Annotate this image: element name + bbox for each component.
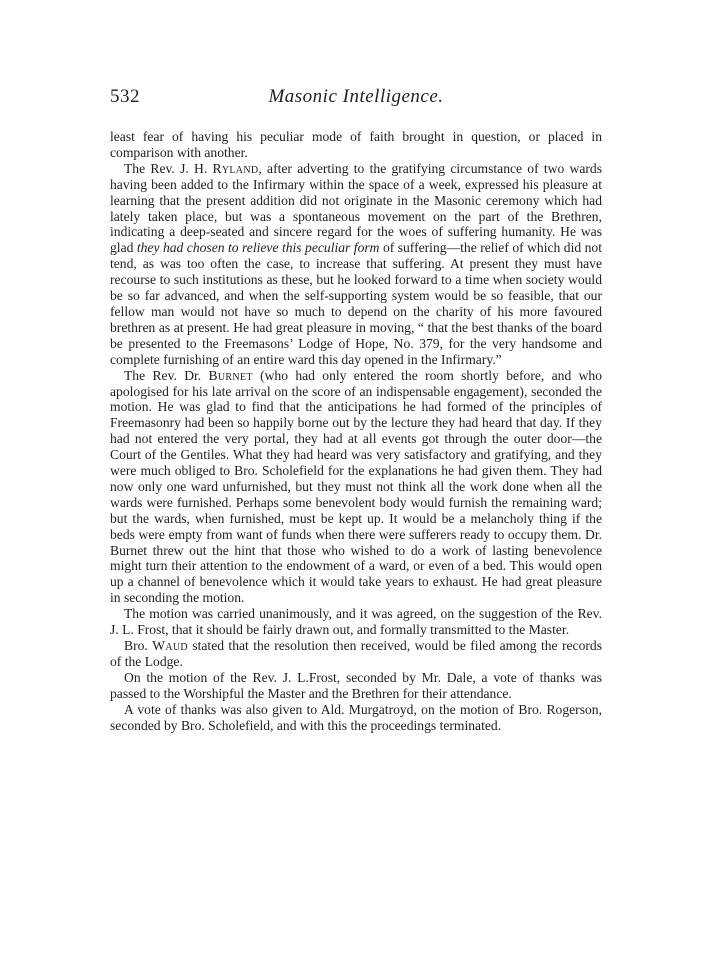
paragraph-waud-statement: Bro. Waud stated that the resolution then received, would be filed among the records of the Lodge. [110,638,602,669]
paragraph-continuation: least fear of having his peculiar mode of faith brought in question, or placed in comparison with another. [110,129,602,160]
speaker-name: Burnet [208,367,253,383]
article-body [110,129,602,733]
speaker-name: Ryland [212,160,259,176]
page-header [110,86,602,116]
paragraph-vote-of-thanks-murgatroyd: A vote of thanks was also given to Ald. Murgatroyd, on the motion of Bro. Rogerson, seconded by Bro. Scholefield, and with this the proceedings terminated. [110,701,602,733]
page-number: 532 [110,86,140,107]
paragraph-motion-carried: The motion was carried unanimously, and it was agreed, on the suggestion of the Rev. J. L. Frost, that it should be fairly drawn out, and formally transmitted to the Master. [110,606,602,638]
paragraph-vote-of-thanks-master: On the motion of the Rev. J. L.Frost, seconded by Mr. Dale, a vote of thanks was passed to the Worshipful the Master and the Brethren for their attendance. [110,669,602,701]
italic-phrase: they had chosen to relieve this peculiar form [136,240,380,256]
running-title: Masonic Intelligence. [268,86,444,107]
paragraph-burnet-speech: The Rev. Dr. Burnet (who had only entered the room shortly before, and who apologised for his late arrival on the score of an indispensable engagement), seconded the motion. He was glad to find that the anticipations he had formed of the principles of Freemasonry had been so happily borne out by the lecture they had heard that day. If they had not entered the very portal, they had at all events got through the outer door—the Court of the Gentiles. What they had heard was very satisfactory and gratifying, and they were much obliged to Bro. Scholefield for the explanations he had given them. They had now only one ward unfurnished, but they must not think all the work done when all the wards were furnished. Perhaps some benevolent body would furnish the remaining ward; but the wards, when furnished, must be kept up. It would be a melancholy thing if the beds were empty from want of funds when there were sufferers ready to occupy them. Dr. Burnet threw out the hint that those who wished to do a work of lasting benevolence might turn their attention to the endowment of a ward, or even of a bed. This would open up a channel of benevolence which it would take years to exhaust. He had great pleasure in seconding the motion. [110,367,603,606]
paragraph-ryland-speech: The Rev. J. H. Ryland, after adverting to the gratifying circumstance of two wards having been added to the Infirmary within the space of a week, expressed his pleasure at learning that the present addition did not originate in the Masonic ceremony which had lately taken place, but was a spontaneous movement on the part of the Brethren, indicating a deep-seated and sincere regard for the woes of suffering humanity. He was glad they had chosen to relieve this peculiar form of suffering—the relief of which did not tend, as was too often the case, to increase that suffering. At present they must have recourse to such institutions as these, but he looked forward to a time when society would be so far advanced, and when the self-supporting system would be so feasible, that our fellow man would not have so much to depend on the charity of his more favoured brethren as at present. He had great pleasure in moving, “ that the best thanks of the board be presented to the Freemasons’ Lodge of Hope, No. 379, for the very handsome and complete furnishing of an entire ward this day opened in the Infirmary.” [110,160,603,367]
speaker-name: Waud [152,638,188,653]
